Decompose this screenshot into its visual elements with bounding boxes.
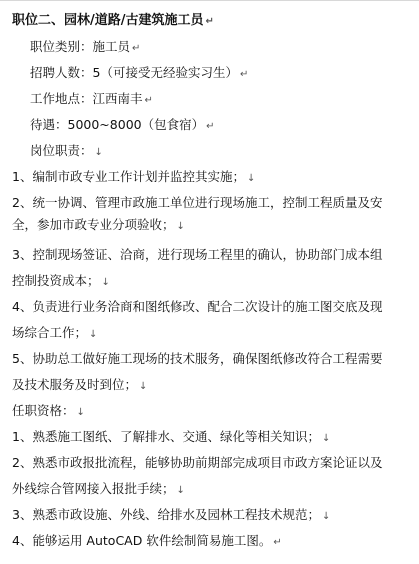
line-break-mark: ↓ bbox=[101, 277, 110, 288]
line-text: 3、熟悉市政设施、外线、给排水及园林工程技术规范； bbox=[12, 507, 320, 522]
line-text: 4、负责进行业务洽商和图纸修改、配合二次设计的施工图交底及现 bbox=[12, 299, 383, 314]
line-text: 5、协助总工做好施工现场的技术服务，确保图纸修改符合工程需要 bbox=[12, 351, 383, 366]
line-text: 及技术服务及时到位； bbox=[12, 377, 138, 392]
requirement-item-1 bbox=[12, 427, 413, 449]
paragraph-mark: ↵ bbox=[273, 537, 282, 548]
line-text: 4、能够运用 AutoCAD 软件绘制简易施工图。 bbox=[12, 533, 272, 548]
duty-item-5-line-1 bbox=[12, 349, 413, 369]
line-text: 任职资格： bbox=[12, 403, 75, 418]
line-text: 1、熟悉施工图纸、了解排水、交通、绿化等相关知识； bbox=[12, 429, 320, 444]
line-break-mark: ↓ bbox=[176, 485, 185, 496]
line-text: 招聘人数：5（可接受无经验实习生） bbox=[30, 65, 238, 80]
line-text: 控制投资成本； bbox=[12, 273, 100, 288]
duty-item-3-line-2 bbox=[12, 271, 413, 293]
paragraph-mark: ↵ bbox=[144, 95, 153, 106]
line-break-mark: ↓ bbox=[76, 407, 85, 418]
duty-item-2-line-2 bbox=[12, 215, 413, 237]
line-break-mark: ↓ bbox=[94, 147, 103, 158]
paragraph-mark: ↵ bbox=[132, 43, 141, 54]
requirement-item-3 bbox=[12, 505, 413, 527]
duty-item-5-line-2 bbox=[12, 375, 413, 397]
paragraph-mark: ↵ bbox=[239, 69, 249, 80]
info-line-headcount bbox=[30, 63, 413, 85]
heading-text: 职位二、园林/道路/古建筑施工员 bbox=[12, 13, 204, 28]
line-text: 2、统一协调、管理市政施工单位进行现场施工，控制工程质量及安 bbox=[12, 195, 383, 210]
line-text: 场综合工作； bbox=[12, 325, 88, 340]
line-break-mark: ↓ bbox=[246, 173, 256, 184]
line-break-mark: ↓ bbox=[321, 433, 331, 444]
line-break-mark: ↓ bbox=[321, 511, 331, 522]
requirement-item-2-line-1 bbox=[12, 453, 413, 473]
line-break-mark: ↓ bbox=[89, 329, 98, 340]
line-text: 职位类别：施工员 bbox=[30, 39, 131, 54]
info-line-location bbox=[30, 89, 413, 111]
line-text: 待遇：5000~8000（包食宿） bbox=[30, 117, 205, 132]
requirements-heading bbox=[12, 401, 413, 423]
paragraph-mark: ↵ bbox=[205, 16, 214, 27]
line-text: 3、控制现场签证、洽商，进行现场工程里的确认，协助部门成本组 bbox=[12, 247, 383, 262]
line-break-mark: ↓ bbox=[139, 381, 148, 392]
line-break-mark: ↓ bbox=[176, 221, 185, 232]
line-text: 岗位职责： bbox=[30, 143, 93, 158]
section-heading bbox=[12, 11, 413, 32]
line-text: 1、编制市政专业工作计划并监控其实施； bbox=[12, 169, 245, 184]
duty-item-4-line-2 bbox=[12, 323, 413, 345]
info-line-category bbox=[30, 37, 413, 59]
duty-item-3-line-1 bbox=[12, 245, 413, 265]
requirement-item-4 bbox=[12, 531, 413, 553]
requirement-item-2-line-2 bbox=[12, 479, 413, 501]
page-top-border bbox=[0, 0, 419, 1]
duty-item-2-line-1 bbox=[12, 193, 413, 213]
line-text: 外线综合管网接入报批手续； bbox=[12, 481, 175, 496]
duty-item-1 bbox=[12, 167, 413, 189]
line-text: 工作地点：江西南丰 bbox=[30, 91, 143, 106]
line-text: 全，参加市政专业分项验收； bbox=[12, 217, 175, 232]
line-text: 2、熟悉市政报批流程，能够协助前期部完成项目市政方案论证以及 bbox=[12, 455, 383, 470]
duties-heading bbox=[30, 141, 413, 163]
info-line-salary bbox=[30, 115, 413, 137]
paragraph-mark: ↵ bbox=[206, 121, 215, 132]
duty-item-4-line-1 bbox=[12, 297, 413, 317]
